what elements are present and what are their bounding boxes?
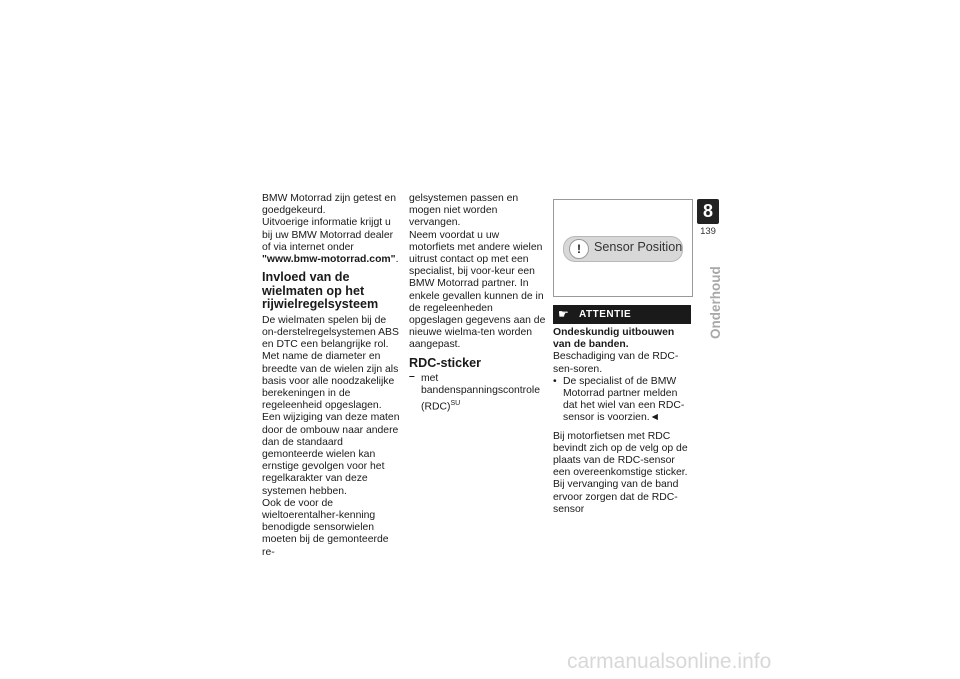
sensor-wheel-text: Ook de voor de wieltoerentalher-kenning benodigde sensorwielen moeten bij de gemonteerde re- [262, 497, 389, 558]
chapter-number: 8 [697, 199, 719, 224]
column-left [262, 193, 400, 559]
info-text: Uitvoerige informatie krijgt u bij uw BMW Motorrad dealer of via internet onder "www.bmw-motorrad.com". [262, 217, 399, 266]
specialist-text: Neem voordat u uw motorfiets met andere wielen uitrust contact op met een specialist, bij voor-keur een BMW Motorrad partner. In enkele gevallen kunnen de in de regeleenheden opgeslagen gegevens aan de nieuwe wielma-ten worden aangepast. [409, 229, 546, 351]
warning-action: • De specialist of de BMW Motorrad partner melden dat het wiel van een RDC-sensor is voorzien.◄ [553, 376, 693, 425]
warning-consequence: Beschadiging van de RDC-sen-soren. [553, 351, 679, 375]
sensor-sticker-figure [553, 199, 693, 297]
intro-text: BMW Motorrad zijn getest en goedgekeurd. [262, 193, 396, 217]
watermark: carmanualsonline.info [567, 650, 772, 673]
warning-title: ATTENTIE [579, 309, 632, 320]
column-right [553, 193, 693, 516]
rdc-sticker-text: Bij motorfietsen met RDC bevindt zich op de velg op de plaats van de RDC-sensor een overeenkomstige sticker. Bij vervanging van de band ervoor zorgen dat de RDC-sensor [553, 430, 688, 515]
heading-wheel-size: Invloed van de wielmaten op het rijwielregelsysteem [262, 270, 379, 312]
wheel-size-text: De wielmaten spelen bij de on-derstelregelsystemen ABS en DTC een belangrijke rol. Met name de diameter en breedte van de wielen zijn als basis voor alle noodzakelijke berekeningen in de regeleenheid opgeslagen. Een wijziging van deze maten door de ombouw naar andere dan de standaard gemonteerde wielen kan ernstige gevolgen voor het regelkarakter van deze systemen hebben. [262, 314, 400, 497]
end-mark-icon: ◄ [649, 412, 660, 424]
page-number: 139 [700, 226, 716, 237]
website-link[interactable]: "www.bmw-motorrad.com" [262, 254, 396, 266]
continued-text: gelsystemen passen en mogen niet worden vervangen. [409, 193, 519, 229]
sensor-position-sticker [563, 236, 683, 262]
heading-rdc-sticker: RDC-sticker [409, 355, 482, 370]
exclamation-icon: ! [569, 239, 589, 259]
column-middle [409, 193, 547, 413]
rdc-item: – met bandenspanningscontrole (RDC)$^{SU}$ [409, 373, 547, 413]
chapter-title: Onderhoud [708, 266, 723, 339]
warning-header [553, 305, 691, 324]
hand-warning-icon: ☛ [558, 307, 569, 321]
sensor-position-label: Sensor Position [594, 240, 683, 254]
warning-cause: Ondeskundig uitbouwen van de banden. [553, 327, 675, 351]
